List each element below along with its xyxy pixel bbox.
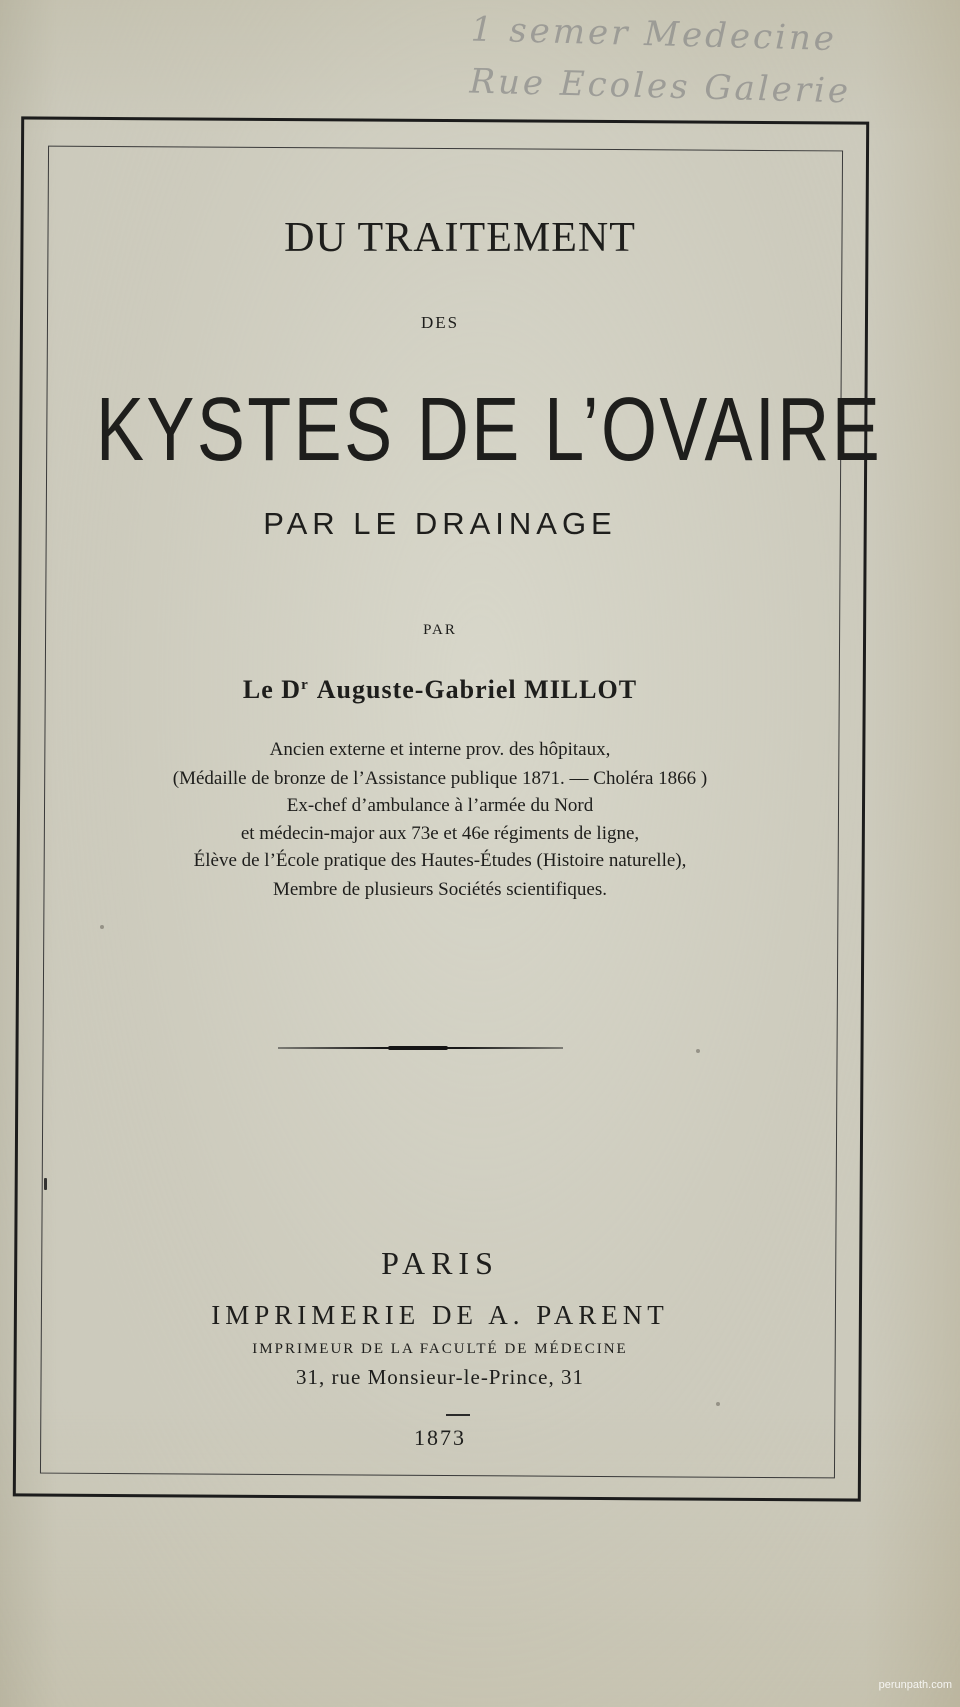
printer-subtitle: IMPRIMEUR DE LA FACULTÉ DE MÉDECINE xyxy=(252,1341,628,1357)
paper-speck xyxy=(696,1049,700,1053)
credential-line: et médecin-major aux 73e et 46e régiments de ligne, xyxy=(240,823,640,844)
credential-line: (Médaille de bronze de l’Assistance publique 1871. — Choléra 1866 ) xyxy=(172,768,708,789)
paper-mark xyxy=(44,1178,47,1190)
publication-year: 1873 xyxy=(414,1425,466,1450)
main-title: KYSTES DE L’OVAIRE xyxy=(96,380,883,480)
author-name: Auguste-Gabriel MILLOT xyxy=(316,675,638,704)
handwritten-note-line-2: Rue Ecoles Galerie xyxy=(468,61,852,112)
credential-line: Ancien externe et interne prov. des hôpitaux, xyxy=(269,739,611,760)
author-prefix-superscript: r xyxy=(301,677,309,693)
short-divider xyxy=(446,1414,470,1416)
credential-line: Élève de l’École pratique des Hautes-Études (Histoire naturelle), xyxy=(193,850,687,871)
decorative-rule xyxy=(278,1047,563,1049)
title-line-1: DU TRAITEMENT xyxy=(284,215,636,261)
credential-line: Ex-chef d’ambulance à l’armée du Nord xyxy=(286,795,594,816)
author-line xyxy=(0,675,880,705)
credential-line: Membre de plusieurs Sociétés scientifiques. xyxy=(272,879,607,900)
title-line-2: DES xyxy=(420,313,460,332)
watermark: perunpath.com xyxy=(878,1679,952,1691)
publication-city: PARIS xyxy=(381,1245,499,1281)
printer-name: IMPRIMERIE DE A. PARENT xyxy=(211,1300,669,1330)
by-label: PAR xyxy=(423,622,457,638)
paper-speck xyxy=(100,925,104,929)
paper-speck xyxy=(716,1402,720,1406)
handwritten-note-line-1: 1 semer Medecine xyxy=(470,9,838,60)
handwritten-note xyxy=(469,3,960,126)
author-prefix: Le D xyxy=(242,675,302,704)
subtitle: PAR LE DRAINAGE xyxy=(263,506,617,541)
printer-address: 31, rue Monsieur-le-Prince, 31 xyxy=(296,1365,584,1389)
